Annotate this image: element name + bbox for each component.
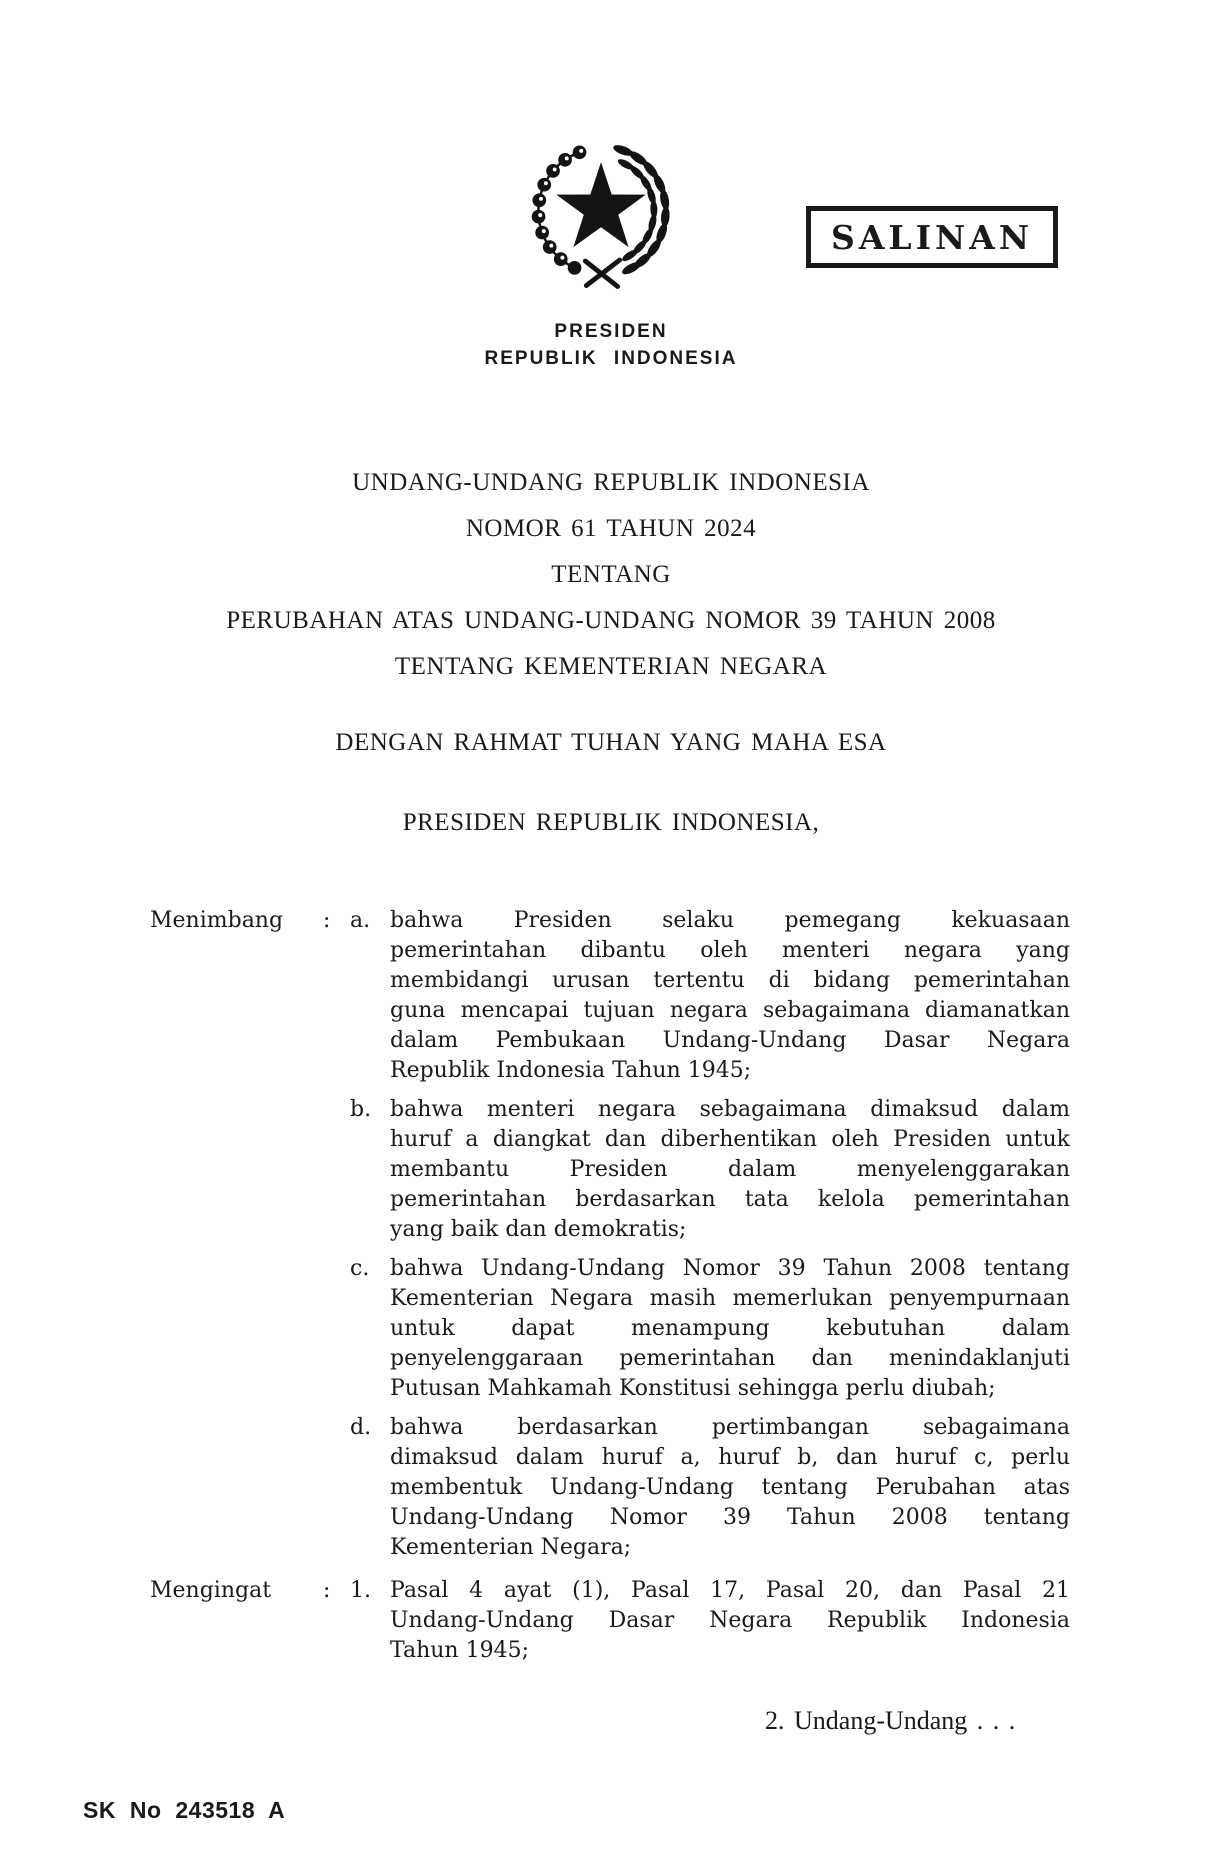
text-line: Undang-Undang Nomor 39 Tahun 2008 tentang	[390, 1505, 1070, 1530]
text-line: untuk dapat menampung kebutuhan dalam	[390, 1316, 1070, 1341]
item-marker: b.	[350, 1097, 372, 1122]
section-colon: :	[323, 908, 331, 933]
consideration-item	[150, 1413, 1080, 1563]
sk-number: SK No 243518 A	[83, 1797, 286, 1823]
text-line: huruf a diangkat dan diberhentikan oleh Presiden untuk	[390, 1127, 1070, 1152]
section-label	[150, 1095, 323, 1245]
text-line: Putusan Mahkamah Konstitusi sehingga perlu diubah;	[390, 1376, 996, 1401]
text-line: penyelenggaraan pemerintahan dan menindaklanjuti	[390, 1346, 1070, 1371]
consideration-item	[150, 1576, 1080, 1666]
title-line: UNDANG-UNDANG REPUBLIK INDONESIA	[352, 469, 870, 496]
section-colon	[323, 1413, 350, 1563]
text-line: bahwa menteri negara sebagaimana dimaksud dalam	[390, 1097, 1070, 1122]
catchword: 2. Undang-Undang . . .	[765, 1706, 1016, 1735]
consideration-item	[150, 1254, 1080, 1404]
section-colon: :	[323, 1578, 331, 1603]
consideration-item	[150, 906, 1080, 1086]
text-line: yang baik dan demokratis;	[390, 1217, 687, 1242]
text-line: bahwa Presiden selaku pemegang kekuasaan	[390, 908, 1070, 933]
text-line: pemerintahan dibantu oleh menteri negara yang	[390, 938, 1070, 963]
item-text	[390, 1413, 1070, 1563]
title-line: PERUBAHAN ATAS UNDANG-UNDANG NOMOR 39 TAHUN 2008	[226, 607, 996, 634]
text-line: membidangi urusan tertentu di bidang pemerintahan	[390, 968, 1070, 993]
text-line: Kementerian Negara;	[390, 1535, 632, 1560]
presidential-emblem-icon	[508, 132, 694, 302]
law-title-block	[0, 460, 1222, 690]
text-line: Kementerian Negara masih memerlukan penyempurnaan	[390, 1286, 1070, 1311]
text-line: dalam Pembukaan Undang-Undang Dasar Negara	[390, 1028, 1070, 1053]
section-label	[150, 1254, 323, 1404]
section-label: Menimbang	[150, 908, 284, 933]
letterhead-presiden: PRESIDEN	[554, 321, 668, 342]
text-line: bahwa berdasarkan pertimbangan sebagaimana	[390, 1415, 1070, 1440]
salinan-stamp-label: SALINAN	[830, 217, 1033, 257]
item-text	[390, 1576, 1070, 1666]
title-line: TENTANG	[551, 561, 671, 588]
item-text	[390, 1095, 1070, 1245]
section-mengingat	[150, 1576, 1080, 1666]
consideration-item	[150, 1095, 1080, 1245]
enacting-authority-line: PRESIDEN REPUBLIK INDONESIA,	[402, 809, 820, 836]
item-marker: a.	[350, 908, 371, 933]
title-line: TENTANG KEMENTERIAN NEGARA	[394, 653, 828, 680]
invocation-line: DENGAN RAHMAT TUHAN YANG MAHA ESA	[335, 729, 887, 756]
text-line: membentuk Undang-Undang tentang Perubahan atas	[390, 1475, 1070, 1500]
item-marker: d.	[350, 1415, 372, 1440]
salinan-stamp	[806, 206, 1058, 268]
letterhead	[0, 321, 1222, 370]
section-label	[150, 1413, 323, 1563]
section-label: Mengingat	[150, 1578, 272, 1603]
letterhead-republik-indonesia: REPUBLIK INDONESIA	[484, 348, 738, 369]
item-text	[390, 906, 1070, 1086]
text-line: bahwa Undang-Undang Nomor 39 Tahun 2008 tentang	[390, 1256, 1070, 1281]
section-menimbang	[150, 906, 1080, 1563]
section-colon	[323, 1254, 350, 1404]
title-line: NOMOR 61 TAHUN 2024	[465, 515, 757, 542]
text-line: dimaksud dalam huruf a, huruf b, dan huruf c, perlu	[390, 1445, 1070, 1470]
item-marker: 1.	[350, 1578, 371, 1603]
item-text	[390, 1254, 1070, 1404]
text-line: Undang-Undang Dasar Negara Republik Indonesia	[390, 1608, 1070, 1633]
text-line: pemerintahan berdasarkan tata kelola pemerintahan	[390, 1187, 1070, 1212]
text-line: Tahun 1945;	[390, 1638, 529, 1663]
text-line: membantu Presiden dalam menyelenggarakan	[390, 1157, 1070, 1182]
text-line: Republik Indonesia Tahun 1945;	[390, 1058, 752, 1083]
item-marker: c.	[350, 1256, 370, 1281]
text-line: guna mencapai tujuan negara sebagaimana diamanatkan	[390, 998, 1070, 1023]
text-line: Pasal 4 ayat (1), Pasal 17, Pasal 20, dan Pasal 21	[390, 1578, 1070, 1603]
section-colon	[323, 1095, 350, 1245]
